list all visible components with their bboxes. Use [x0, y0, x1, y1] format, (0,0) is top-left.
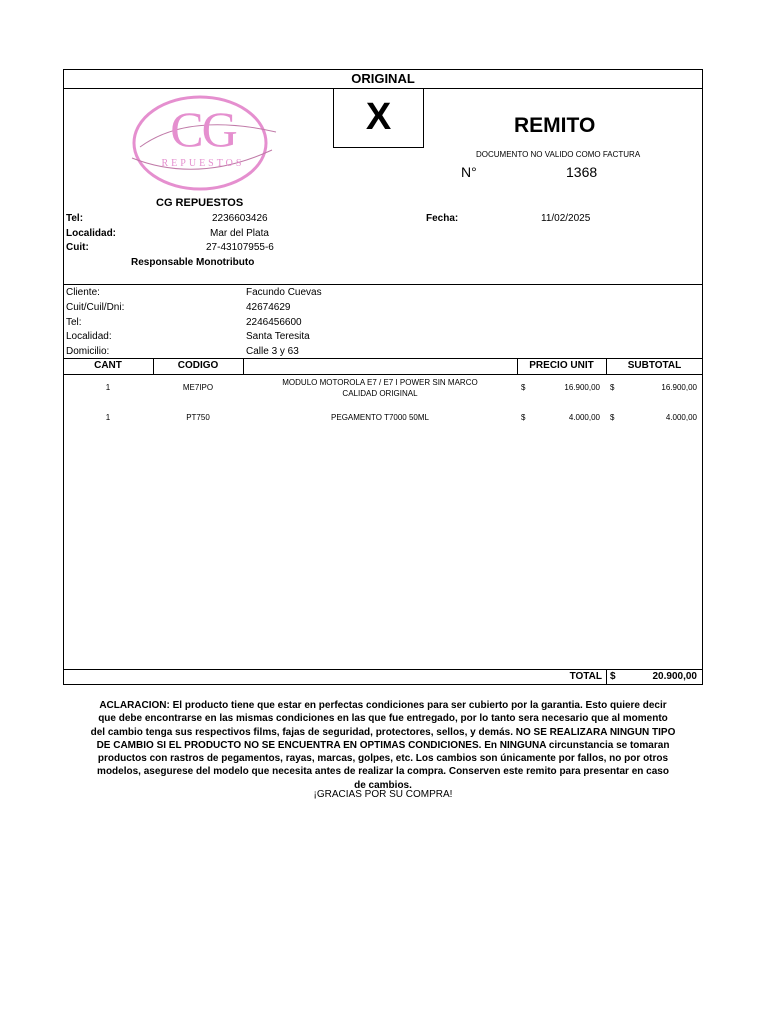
table-header-bottom — [63, 374, 703, 375]
row-subtotal: 16.900,00 — [661, 383, 697, 392]
fecha-label: Fecha: — [426, 213, 459, 224]
doc-note: DOCUMENTO NO VALIDO COMO FACTURA — [476, 150, 641, 159]
disclaimer-line: del cambio tenga sus respectivos films, fajas de seguridad, protectores, sellos, y demás. NO SE REALIZARA NINGUN TIPO — [90, 726, 676, 738]
doc-type-letter: X — [365, 96, 392, 138]
row-codigo: ME7IPO — [182, 383, 214, 392]
row-precio-currency: $ — [521, 383, 526, 392]
col-header-cant: CANT — [94, 360, 122, 371]
disclaimer-line: productos con rastros de pegamentos, rayas, marcas, golpes, etc. Los cambios son únicamente por fallos, no por otros — [97, 753, 669, 765]
seller-tel-value: 2236603426 — [212, 213, 268, 224]
client-tel-label: Tel: — [66, 317, 82, 328]
row-precio: 16.900,00 — [564, 383, 600, 392]
row-codigo: PT750 — [186, 413, 210, 422]
total-label: TOTAL — [569, 671, 602, 682]
table-bottom — [63, 669, 703, 670]
seller-cuit-value: 27-43107955-6 — [206, 242, 274, 253]
row-precio-currency: $ — [521, 413, 526, 422]
disclaimer-line: que debe encontrarse en las mismas condiciones en las que fue entregado, por lo tanto sera necesario que al momento — [98, 713, 668, 725]
number-label: N° — [461, 164, 477, 180]
col-header-subtotal: SUBTOTAL — [627, 360, 682, 371]
thanks-message: ¡GRACIAS POR SU COMPRA! — [313, 789, 453, 800]
seller-name: CG REPUESTOS — [156, 197, 244, 209]
client-domicilio-value: Calle 3 y 63 — [246, 346, 299, 357]
row-cant: 1 — [105, 413, 111, 422]
client-value: Facundo Cuevas — [246, 287, 322, 298]
seller-condition: Responsable Monotributo — [131, 257, 255, 268]
table-header-top — [63, 358, 703, 359]
doc-type-box — [333, 88, 424, 148]
company-logo — [128, 92, 278, 194]
client-cuit-value: 42674629 — [246, 302, 291, 313]
client-cuit-label: Cuit/Cuil/Dni: — [66, 302, 125, 313]
col-sep-2 — [243, 358, 244, 374]
client-localidad-value: Santa Teresita — [246, 331, 310, 342]
seller-tel-label: Tel: — [66, 213, 84, 224]
client-label: Cliente: — [66, 287, 100, 298]
client-tel-value: 2246456600 — [246, 317, 302, 328]
seller-divider — [63, 284, 703, 285]
logo-subtitle: REPUESTOS — [161, 158, 245, 169]
row-subtotal-currency: $ — [610, 413, 615, 422]
seller-cuit-label: Cuit: — [66, 242, 89, 253]
doc-title: REMITO — [514, 114, 596, 137]
row-desc-line2: CALIDAD ORIGINAL — [342, 389, 418, 398]
row-subtotal: 4.000,00 — [665, 413, 697, 422]
disclaimer-line: de cambios. — [354, 779, 412, 791]
row-desc-line1: MODULO MOTOROLA E7 / E7 I POWER SIN MARCO — [282, 378, 478, 387]
logo-monogram: CG — [170, 101, 236, 157]
col-header-codigo: CODIGO — [177, 360, 219, 371]
total-currency: $ — [610, 671, 616, 682]
copy-label: ORIGINAL — [351, 71, 415, 86]
seller-localidad-label: Localidad: — [66, 228, 117, 239]
row-cant: 1 — [105, 383, 111, 392]
row-precio: 4.000,00 — [568, 413, 600, 422]
client-localidad-label: Localidad: — [66, 331, 112, 342]
disclaimer — [63, 699, 703, 792]
seller-localidad-value: Mar del Plata — [210, 228, 269, 239]
total-separator — [606, 669, 607, 685]
fecha-value: 11/02/2025 — [541, 213, 591, 224]
total-value: 20.900,00 — [652, 671, 697, 682]
disclaimer-line: modelos, asegurese del modelo que necesita antes de realizar la compra. Conserven este remito para presentar en caso — [97, 766, 669, 778]
row-subtotal-currency: $ — [610, 383, 615, 392]
client-domicilio-label: Domicilio: — [66, 346, 110, 357]
col-header-precio: PRECIO UNIT — [529, 360, 594, 371]
disclaimer-line: DE CAMBIO SI EL PRODUCTO NO SE ENCUENTRA EN OPTIMAS CONDICIONES. En NINGUNA circunstancia se tomaran — [96, 739, 670, 751]
number-value: 1368 — [566, 164, 598, 180]
row-desc-line1: PEGAMENTO T7000 50ML — [331, 413, 429, 422]
disclaimer-line: ACLARACION: El producto tiene que estar en perfectas condiciones para ser cubierto por la garantia. Esto quiere decir — [99, 700, 667, 711]
